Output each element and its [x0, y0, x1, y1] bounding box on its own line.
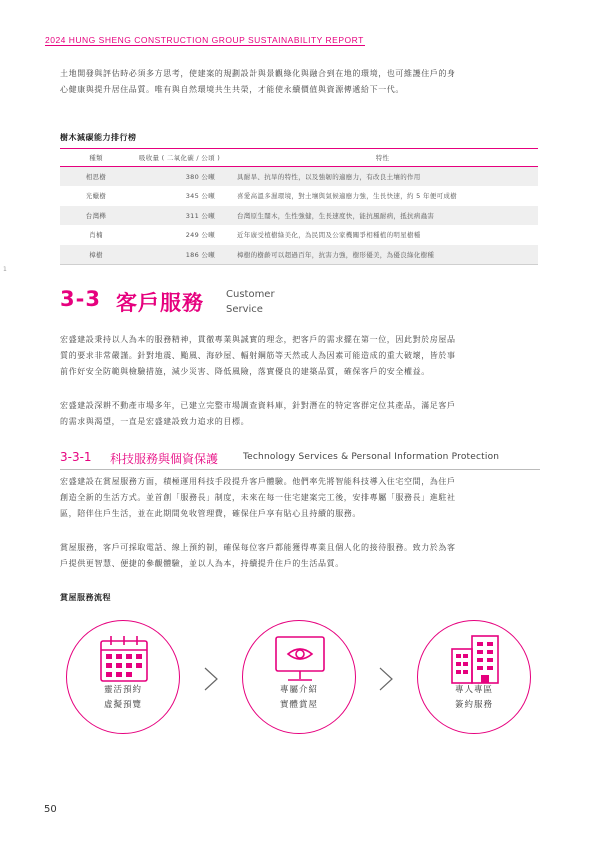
tree-trait: 喜愛高溫多濕環境，對土壤與氣候適應力強，生長快速，約 5 年便可成樹 — [237, 192, 457, 201]
text-line: 心健康與提升居住品質。唯有與自然環境共生共榮，才能使永續價值與資源傳遞給下一代。 — [60, 85, 404, 94]
tree-trait: 台灣原生闊木，生性強健，生長速度快，能抗風耐病，抵抗病蟲害 — [227, 206, 538, 226]
subsection-title-en: Technology Services & Personal Information Protection — [243, 452, 500, 462]
flow-step-booking — [66, 620, 180, 734]
subsection-paragraph — [60, 474, 555, 522]
tree-carbon-table — [60, 148, 538, 265]
flow-step-contract — [417, 620, 531, 734]
margin-mark: 1 — [3, 266, 7, 273]
flow-step-introduction — [242, 620, 356, 734]
absorption-amount: 311 公噸 — [132, 206, 227, 226]
absorption-amount: 345 公噸 — [185, 192, 215, 201]
flow-step-label: 專屬介紹 — [279, 685, 318, 695]
section-paragraph — [60, 332, 555, 380]
subsection-heading — [60, 450, 540, 470]
table-row — [60, 167, 538, 187]
tree-trait: 具耐旱、抗旱的特性，以及強韌的適應力，有改良土壤的作用 — [227, 167, 538, 187]
text-line: 宏盛建設深耕不動產市場多年，已建立完整市場調查資料庫，針對潛在的特定客群定位其產品，滿足客戶 — [60, 401, 456, 410]
text-line: 戶提供更智慧、便捷的參觀體驗，並以人為本，持續提升住戶的生活品質。 — [60, 559, 344, 568]
flow-step-label: 實體賞屋 — [279, 700, 318, 710]
buildings-icon — [448, 633, 502, 687]
flow-step-label: 專人專區 — [454, 685, 493, 695]
tree-trait: 樟樹的樹齡可以超過百年，抗害力強，樹形優美，為優良綠化樹種 — [227, 245, 538, 265]
tree-trait: 近年廣受植樹綠美化，為民間及公家機關爭相種植的明星樹種 — [237, 231, 421, 240]
text-line: 的需求與渴望，一直是宏盛建設致力追求的目標。 — [60, 417, 250, 426]
column-header: 吸收量 ( 二氧化碳 / 公頃 ) — [132, 149, 227, 167]
text-line: 宏盛建設秉持以人為本的服務精神，貫徹專業與誠實的理念，把客戶的需求擺在第一位，因此對於房屋品 — [60, 335, 456, 344]
table-row — [60, 206, 538, 226]
flow-title: 賞屋服務流程 — [60, 593, 111, 602]
table-header-row — [60, 149, 538, 167]
absorption-amount: 249 公噸 — [185, 231, 215, 240]
text-line: 創造全新的生活方式。並首創「服務長」制度，未來在每一住宅建案完工後，安排專屬「服務長」進駐社 — [60, 493, 456, 502]
tree-name: 台灣櫸 — [60, 206, 132, 226]
column-header: 特性 — [227, 149, 538, 167]
text-line: 前作好安全防範與檢驗措施，減少災害、降低風險，落實優良的建築品質，確保客戶的安全權益。 — [60, 367, 430, 376]
chevron-right-icon — [203, 666, 219, 696]
tree-name: 肖楠 — [89, 231, 103, 240]
flow-step-label: 虛擬預覽 — [103, 700, 142, 710]
text-line: 宏盛建設在賞屋服務方面，積極運用科技手段提升客戶體驗。他們率先將智能科技導入住宅空間，為住戶 — [60, 477, 456, 486]
tree-name: 相思樹 — [60, 167, 132, 187]
table-title: 樹木減碳能力排行榜 — [60, 133, 137, 142]
header-title: 2024 HUNG SHENG CONSTRUCTION GROUP SUSTAINABILITY REPORT — [45, 35, 364, 45]
page-number: 50 — [44, 804, 57, 815]
section-title-en: Customer — [226, 289, 275, 300]
subsection-paragraph — [60, 540, 555, 572]
table-row — [60, 186, 538, 206]
subsection-title-zh: 科技服務與個資保護 — [110, 452, 219, 466]
tree-name: 樟樹 — [60, 245, 132, 265]
chevron-right-icon — [378, 666, 394, 696]
flow-step-label: 靈活預約 — [103, 685, 142, 695]
calendar-icon — [97, 633, 151, 687]
table-row — [60, 225, 538, 245]
column-header: 種類 — [60, 149, 132, 167]
absorption-amount: 380 公噸 — [132, 167, 227, 187]
flow-step-label: 簽約服務 — [454, 700, 493, 710]
text-line: 質的要求非常嚴謹。針對地震、颱風、海砂屋、輻射鋼筋等天然或人為因素可能造成的重大破壞，皆於事 — [60, 351, 456, 360]
subsection-number: 3-3-1 — [60, 450, 92, 464]
text-line: 區，陪伴住戶生活，並在此期間免收管理費，確保住戶享有貼心且持續的服務。 — [60, 509, 361, 518]
absorption-amount: 186 公噸 — [132, 245, 227, 265]
section-title-zh: 客戶服務 — [116, 291, 204, 315]
intro-paragraph — [60, 66, 555, 98]
monitor-eye-icon — [273, 633, 327, 687]
text-line: 土地開發與評估時必須多方思考，使建案的規劃設計與景觀綠化與融合到在地的環境，也可維護住戶的身 — [60, 69, 456, 78]
report-header — [45, 28, 365, 46]
table-row — [60, 245, 538, 265]
section-title-en: Service — [226, 304, 263, 315]
tree-name: 光蠟樹 — [85, 192, 107, 201]
text-line: 賞屋服務，客戶可採取電話、線上預約制，確保每位客戶都能獲得專業且個人化的接待服務。致力於為客 — [60, 543, 456, 552]
section-number: 3-3 — [60, 287, 101, 311]
section-paragraph — [60, 398, 555, 430]
